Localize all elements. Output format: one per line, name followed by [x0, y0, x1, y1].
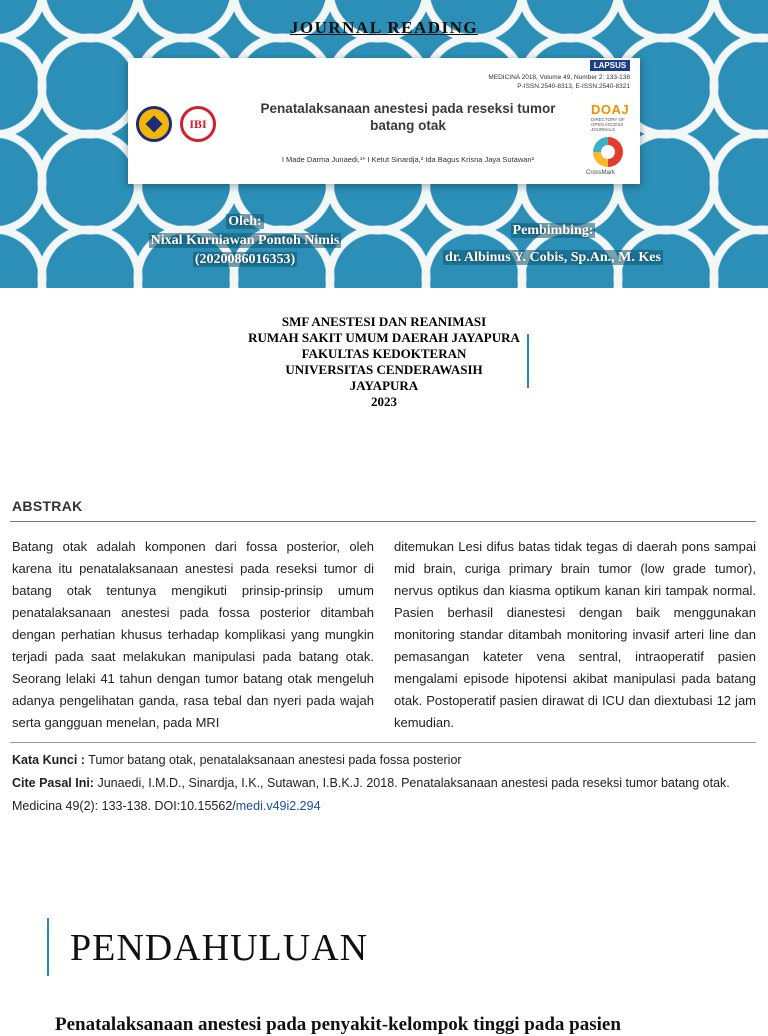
- presenter-id: (2020086016353): [194, 252, 296, 267]
- abstract-text-right: ditemukan Lesi difus batas tidak tegas di daerah pons sampai mid brain, curiga primary brain tumor (low grade tumor), nervus optikus dan kiasma optikum kanan kiri tampak normal. Pasien berhasil dianestesi dengan baik menggunakan monitoring standar ditambah monitoring invasif arteri line dan pemasangan kateter vena sentral, intraoperatif pasien mengalami episode hipotensi akibat manipulasi pada batang otak. Postoperatif pasien dirawat di ICU dan diextubasi 12 jam kemudian.: [394, 539, 756, 730]
- presenter-name: Nixal Kurniawan Pontoh Nimis: [150, 233, 340, 248]
- institution-line: RUMAH SAKIT UMUM DAERAH JAYAPURA: [248, 330, 520, 345]
- institution-year: 2023: [371, 394, 397, 409]
- institution-line: SMF ANESTESI DAN REANIMASI: [281, 314, 487, 329]
- divider: [10, 742, 756, 743]
- abstract-heading: ABSTRAK: [12, 498, 83, 514]
- institution-line: UNIVERSITAS CENDERAWASIH: [285, 362, 483, 377]
- article-card: [128, 58, 640, 184]
- doi-link[interactable]: medi.v49i2.294: [235, 799, 321, 813]
- presenter-label: Oleh:: [228, 214, 262, 229]
- cite-text: Junaedi, I.M.D., Sinardja, I.K., Sutawan, I.B.K.J. 2018. Penatalaksanaan anestesi pada reseksi tumor batang otak. Medicina 49(2): 133-138. DOI:10.15562/: [12, 776, 730, 813]
- keywords-label: Kata Kunci :: [12, 753, 85, 767]
- issn-line: P-ISSN.2540-8313, E-ISSN.2540-8321: [517, 83, 630, 90]
- supervisor-label: Pembimbing:: [512, 223, 594, 238]
- supervisor-name: dr. Albinus Y. Cobis, Sp.An., M. Kes: [445, 250, 661, 265]
- cite-label: Cite Pasal Ini:: [12, 776, 94, 790]
- institution-line: JAYAPURA: [349, 378, 419, 393]
- divider: [10, 521, 756, 522]
- doaj-mark: DOAJ: [591, 102, 630, 117]
- presenter-block: [134, 212, 356, 269]
- supervisor-block: [428, 217, 678, 271]
- keywords-block: [12, 749, 762, 818]
- crossmark-label: CrossMark: [586, 170, 616, 176]
- ibi-logo-icon: IBI: [180, 106, 216, 142]
- intro-text: Penatalaksanaan anestesi pada penyakit-kelompok tinggi pada pasien: [55, 1014, 621, 1035]
- doaj-subtitle: DIRECTORY OF OPEN ACCESS JOURNALS: [591, 117, 625, 132]
- keywords-text: Tumor batang otak, penatalaksanaan anestesi pada fossa posterior: [88, 753, 462, 767]
- article-title: Penatalaksanaan anestesi pada reseksi tumor batang otak: [260, 101, 556, 133]
- accent-bar: [527, 334, 529, 388]
- institution-block: [0, 314, 768, 410]
- crossmark-icon: [593, 137, 623, 167]
- institution-line: FAKULTAS KEDOKTERAN: [301, 346, 467, 361]
- university-logo-icon: [136, 106, 172, 142]
- cover-banner: [0, 0, 768, 288]
- doaj-logo: [591, 102, 631, 132]
- abstract-text-left: Batang otak adalah komponen dari fossa posterior, oleh karena itu penatalaksanaan anestesi pada reseksi tumor di batang otak tentunya mengikuti prinsip-prinsip umum penatalaksanaan anestesi pada fossa posterior ditambah dengan perhatian khusus terhadap komplikasi yang mungkin terjadi pada saat melakukan manipulasi pada batang otak. Seorang lelaki 41 tahun dengan tumor batang otak mengeluh adanya pengelihatan ganda, rasa tebal dan nyeri pada wajah serta gangguan menelan, pada MRI: [12, 539, 374, 730]
- article-authors: I Made Darma Junaedi,¹* I Ketut Sinardja,² Ida Bagus Krisna Jaya Sutawan²: [281, 155, 535, 164]
- section-accent-bar: [47, 918, 49, 976]
- section-heading: PENDAHULUAN: [70, 927, 369, 969]
- journal-meta-line: MEDICINA 2018, Volume 49, Number 2: 133-138: [488, 74, 630, 81]
- section-tag: LAPSUS: [590, 60, 630, 71]
- journal-title: JOURNAL READING: [289, 18, 479, 37]
